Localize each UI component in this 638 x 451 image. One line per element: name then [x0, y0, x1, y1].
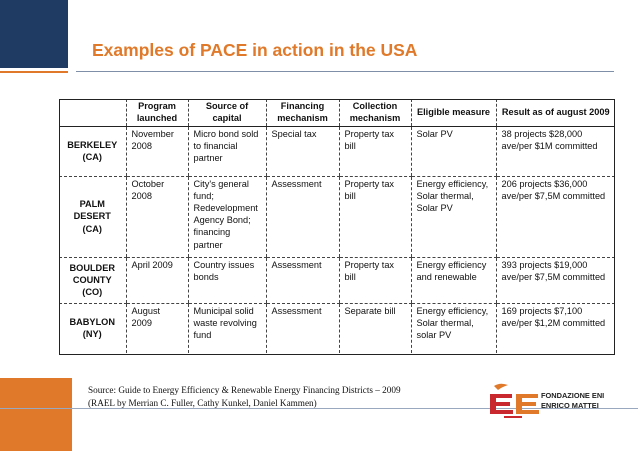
header-cell: Collection mechanism: [339, 99, 411, 126]
slide-title: Examples of PACE in action in the USA: [92, 40, 418, 60]
source-line: (RAEL by Merrian C. Fuller, Cathy Kunkel, Daniel Kammen): [88, 398, 317, 408]
row-label: BERKELEY (CA): [59, 126, 126, 176]
source-cell: Country issues bonds: [188, 257, 266, 303]
header-cell: Eligible measure: [411, 99, 496, 126]
header-cell: [59, 99, 126, 126]
program-cell: April 2009: [126, 257, 188, 303]
row-label: BOULDER COUNTY (CO): [59, 257, 126, 303]
table-row: [59, 176, 615, 257]
table-row: [59, 126, 615, 176]
pace-examples-table: [59, 99, 615, 353]
header-cell: Financing mechanism: [266, 99, 339, 126]
result-cell: 169 projects $7,100 ave/per $1,2M committed: [496, 303, 615, 353]
eligible-cell: Energy efficiency, Solar thermal, solar PV: [411, 303, 496, 353]
program-cell: November 2008: [126, 126, 188, 176]
collection-cell: Property tax bill: [339, 176, 411, 257]
collection-cell: Property tax bill: [339, 126, 411, 176]
table-row: [59, 303, 615, 353]
orange-corner-block: [0, 378, 72, 451]
header-cell: Program launched: [126, 99, 188, 126]
financing-cell: Assessment: [266, 303, 339, 353]
result-cell: 393 projects $19,000 ave/per $7,5M committed: [496, 257, 615, 303]
row-label: BABYLON (NY): [69, 317, 115, 340]
title-rule: [76, 71, 614, 72]
financing-cell: Assessment: [266, 257, 339, 303]
source-citation: [88, 384, 401, 410]
row-label: PALM DESERT (CA): [59, 176, 126, 257]
logo-line: FONDAZIONE ENI: [541, 391, 605, 400]
logo-line: ENRICO MATTEI: [541, 400, 599, 410]
source-cell: City's general fund; Redevelopment Agency Bond; financing partner: [188, 176, 266, 257]
eligible-cell: Energy efficiency, Solar thermal, Solar PV: [411, 176, 496, 257]
source-cell: Municipal solid waste revolving fund: [188, 303, 266, 353]
program-cell: October 2008: [126, 176, 188, 257]
eligible-cell: Solar PV: [411, 126, 496, 176]
eligible-cell: Energy efficiency and renewable: [411, 257, 496, 303]
financing-cell: Assessment: [266, 176, 339, 257]
result-cell: 206 projects $36,000 ave/per $7,5M committed: [496, 176, 615, 257]
header-cell: Source of capital: [188, 99, 266, 126]
program-cell: August 2009: [126, 303, 188, 353]
result-cell: 38 projects $28,000 ave/per $1M committed: [496, 126, 615, 176]
collection-cell: Property tax bill: [339, 257, 411, 303]
table-row: [59, 257, 615, 303]
table-header-row: [59, 99, 615, 126]
source-cell: Micro bond sold to financial partner: [188, 126, 266, 176]
navy-corner-block: [0, 0, 68, 68]
logo-text: [541, 391, 604, 410]
orange-accent-line: [0, 71, 68, 73]
source-line: Source: Guide to Energy Efficiency & Renewable Energy Financing Districts – 2009: [88, 385, 401, 395]
collection-cell: Separate bill: [339, 303, 411, 353]
header-cell: Result as of august 2009: [496, 99, 615, 126]
financing-cell: Special tax: [266, 126, 339, 176]
